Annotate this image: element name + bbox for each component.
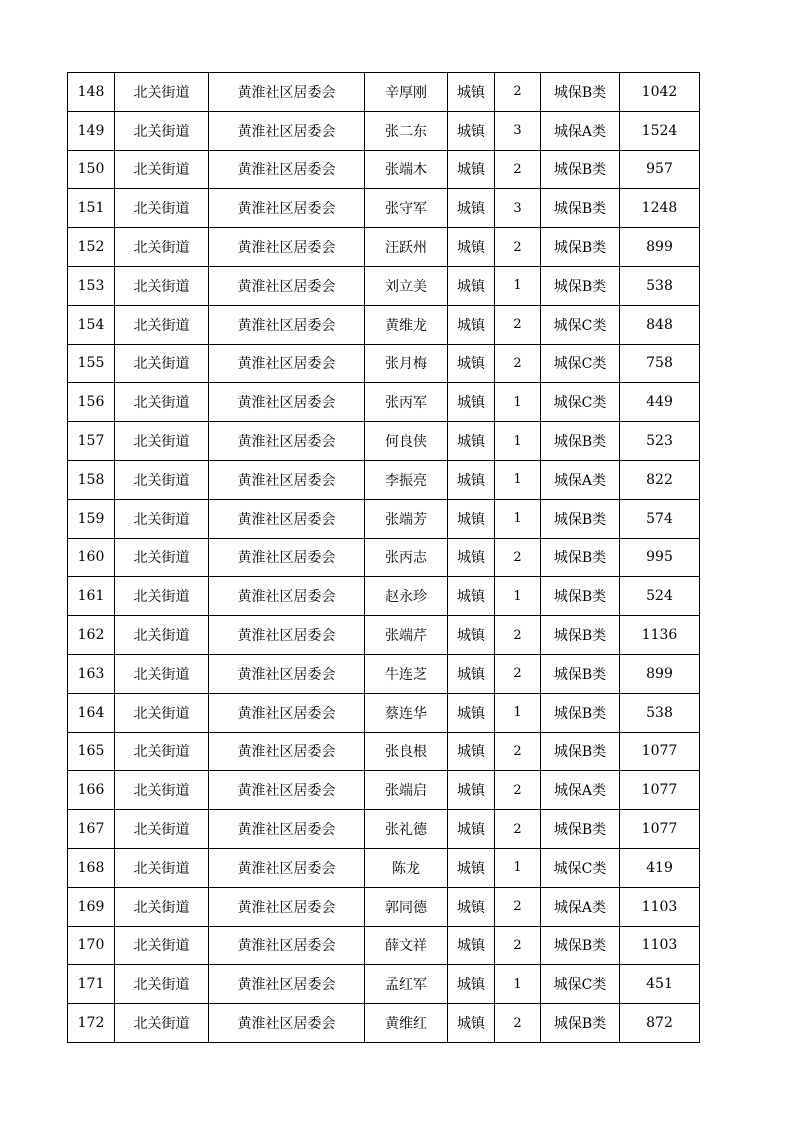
row-number-cell: 150 [68, 150, 115, 189]
row-number-cell: 161 [68, 577, 115, 616]
assistance-class-cell: 城保B类 [541, 654, 620, 693]
subdistrict-cell: 北关街道 [115, 305, 209, 344]
household-size-cell: 3 [495, 111, 541, 150]
household-head-cell: 张丙军 [365, 383, 448, 422]
community-cell: 黄淮社区居委会 [209, 383, 365, 422]
row-number-cell: 148 [68, 73, 115, 112]
table-row [68, 654, 700, 693]
household-size-cell: 1 [495, 266, 541, 305]
household-size-cell: 2 [495, 810, 541, 849]
residence-type-cell: 城镇 [448, 228, 495, 267]
residence-type-cell: 城镇 [448, 344, 495, 383]
community-cell: 黄淮社区居委会 [209, 771, 365, 810]
household-head-cell: 张良根 [365, 732, 448, 771]
subdistrict-cell: 北关街道 [115, 422, 209, 461]
amount-cell: 1077 [620, 810, 700, 849]
residence-type-cell: 城镇 [448, 965, 495, 1004]
household-head-cell: 孟红军 [365, 965, 448, 1004]
table-row [68, 1004, 700, 1043]
subdistrict-cell: 北关街道 [115, 111, 209, 150]
community-cell: 黄淮社区居委会 [209, 926, 365, 965]
subdistrict-cell: 北关街道 [115, 228, 209, 267]
assistance-class-cell: 城保B类 [541, 266, 620, 305]
community-cell: 黄淮社区居委会 [209, 73, 365, 112]
table-row [68, 344, 700, 383]
community-cell: 黄淮社区居委会 [209, 422, 365, 461]
subdistrict-cell: 北关街道 [115, 732, 209, 771]
table-row [68, 616, 700, 655]
row-number-cell: 159 [68, 499, 115, 538]
subdistrict-cell: 北关街道 [115, 460, 209, 499]
table-row [68, 383, 700, 422]
assistance-class-cell: 城保A类 [541, 771, 620, 810]
subdistrict-cell: 北关街道 [115, 577, 209, 616]
subdistrict-cell: 北关街道 [115, 266, 209, 305]
household-head-cell: 何良侠 [365, 422, 448, 461]
residence-type-cell: 城镇 [448, 73, 495, 112]
row-number-cell: 165 [68, 732, 115, 771]
amount-cell: 899 [620, 228, 700, 267]
residence-type-cell: 城镇 [448, 887, 495, 926]
subdistrict-cell: 北关街道 [115, 73, 209, 112]
table-row [68, 887, 700, 926]
assistance-class-cell: 城保B类 [541, 150, 620, 189]
household-head-cell: 张丙志 [365, 538, 448, 577]
row-number-cell: 149 [68, 111, 115, 150]
row-number-cell: 166 [68, 771, 115, 810]
household-size-cell: 1 [495, 693, 541, 732]
household-size-cell: 1 [495, 422, 541, 461]
table-row [68, 266, 700, 305]
relief-roster-table [67, 72, 700, 1043]
household-size-cell: 2 [495, 732, 541, 771]
subdistrict-cell: 北关街道 [115, 693, 209, 732]
table-row [68, 732, 700, 771]
community-cell: 黄淮社区居委会 [209, 965, 365, 1004]
row-number-cell: 151 [68, 189, 115, 228]
amount-cell: 1042 [620, 73, 700, 112]
amount-cell: 1103 [620, 887, 700, 926]
row-number-cell: 156 [68, 383, 115, 422]
row-number-cell: 169 [68, 887, 115, 926]
household-head-cell: 汪跃州 [365, 228, 448, 267]
residence-type-cell: 城镇 [448, 422, 495, 461]
amount-cell: 523 [620, 422, 700, 461]
assistance-class-cell: 城保C类 [541, 383, 620, 422]
row-number-cell: 162 [68, 616, 115, 655]
community-cell: 黄淮社区居委会 [209, 693, 365, 732]
assistance-class-cell: 城保B类 [541, 693, 620, 732]
residence-type-cell: 城镇 [448, 305, 495, 344]
assistance-class-cell: 城保B类 [541, 499, 620, 538]
residence-type-cell: 城镇 [448, 499, 495, 538]
household-size-cell: 2 [495, 150, 541, 189]
household-size-cell: 2 [495, 771, 541, 810]
household-head-cell: 李振亮 [365, 460, 448, 499]
household-size-cell: 2 [495, 926, 541, 965]
household-head-cell: 郭同德 [365, 887, 448, 926]
household-size-cell: 3 [495, 189, 541, 228]
amount-cell: 574 [620, 499, 700, 538]
household-size-cell: 1 [495, 499, 541, 538]
household-size-cell: 1 [495, 965, 541, 1004]
community-cell: 黄淮社区居委会 [209, 616, 365, 655]
table-row [68, 771, 700, 810]
residence-type-cell: 城镇 [448, 810, 495, 849]
row-number-cell: 172 [68, 1004, 115, 1043]
household-size-cell: 1 [495, 460, 541, 499]
table-row [68, 460, 700, 499]
assistance-class-cell: 城保B类 [541, 422, 620, 461]
amount-cell: 538 [620, 693, 700, 732]
household-head-cell: 张礼德 [365, 810, 448, 849]
household-head-cell: 辛厚刚 [365, 73, 448, 112]
amount-cell: 451 [620, 965, 700, 1004]
assistance-class-cell: 城保B类 [541, 1004, 620, 1043]
residence-type-cell: 城镇 [448, 150, 495, 189]
residence-type-cell: 城镇 [448, 693, 495, 732]
community-cell: 黄淮社区居委会 [209, 732, 365, 771]
residence-type-cell: 城镇 [448, 654, 495, 693]
row-number-cell: 170 [68, 926, 115, 965]
row-number-cell: 158 [68, 460, 115, 499]
amount-cell: 1077 [620, 771, 700, 810]
subdistrict-cell: 北关街道 [115, 616, 209, 655]
household-head-cell: 张月梅 [365, 344, 448, 383]
amount-cell: 1248 [620, 189, 700, 228]
community-cell: 黄淮社区居委会 [209, 810, 365, 849]
table-row [68, 422, 700, 461]
assistance-class-cell: 城保B类 [541, 926, 620, 965]
subdistrict-cell: 北关街道 [115, 654, 209, 693]
table-row [68, 926, 700, 965]
amount-cell: 1524 [620, 111, 700, 150]
subdistrict-cell: 北关街道 [115, 383, 209, 422]
residence-type-cell: 城镇 [448, 383, 495, 422]
household-size-cell: 1 [495, 848, 541, 887]
subdistrict-cell: 北关街道 [115, 499, 209, 538]
amount-cell: 758 [620, 344, 700, 383]
community-cell: 黄淮社区居委会 [209, 654, 365, 693]
subdistrict-cell: 北关街道 [115, 965, 209, 1004]
community-cell: 黄淮社区居委会 [209, 344, 365, 383]
residence-type-cell: 城镇 [448, 460, 495, 499]
household-head-cell: 赵永珍 [365, 577, 448, 616]
assistance-class-cell: 城保B类 [541, 73, 620, 112]
community-cell: 黄淮社区居委会 [209, 460, 365, 499]
subdistrict-cell: 北关街道 [115, 848, 209, 887]
subdistrict-cell: 北关街道 [115, 887, 209, 926]
community-cell: 黄淮社区居委会 [209, 189, 365, 228]
row-number-cell: 155 [68, 344, 115, 383]
amount-cell: 419 [620, 848, 700, 887]
household-size-cell: 2 [495, 73, 541, 112]
row-number-cell: 167 [68, 810, 115, 849]
residence-type-cell: 城镇 [448, 538, 495, 577]
community-cell: 黄淮社区居委会 [209, 150, 365, 189]
household-size-cell: 2 [495, 616, 541, 655]
community-cell: 黄淮社区居委会 [209, 266, 365, 305]
amount-cell: 1077 [620, 732, 700, 771]
amount-cell: 524 [620, 577, 700, 616]
row-number-cell: 168 [68, 848, 115, 887]
subdistrict-cell: 北关街道 [115, 771, 209, 810]
table-row [68, 150, 700, 189]
assistance-class-cell: 城保C类 [541, 344, 620, 383]
table-row [68, 111, 700, 150]
household-head-cell: 张端启 [365, 771, 448, 810]
household-size-cell: 2 [495, 887, 541, 926]
row-number-cell: 160 [68, 538, 115, 577]
household-size-cell: 2 [495, 305, 541, 344]
residence-type-cell: 城镇 [448, 189, 495, 228]
assistance-class-cell: 城保C类 [541, 305, 620, 344]
community-cell: 黄淮社区居委会 [209, 305, 365, 344]
table-body [68, 73, 700, 1043]
household-size-cell: 2 [495, 654, 541, 693]
amount-cell: 872 [620, 1004, 700, 1043]
community-cell: 黄淮社区居委会 [209, 111, 365, 150]
table-row [68, 693, 700, 732]
community-cell: 黄淮社区居委会 [209, 499, 365, 538]
assistance-class-cell: 城保B类 [541, 810, 620, 849]
household-size-cell: 1 [495, 577, 541, 616]
household-head-cell: 张二东 [365, 111, 448, 150]
amount-cell: 822 [620, 460, 700, 499]
assistance-class-cell: 城保C类 [541, 965, 620, 1004]
residence-type-cell: 城镇 [448, 616, 495, 655]
community-cell: 黄淮社区居委会 [209, 848, 365, 887]
amount-cell: 899 [620, 654, 700, 693]
community-cell: 黄淮社区居委会 [209, 228, 365, 267]
table-row [68, 848, 700, 887]
assistance-class-cell: 城保A类 [541, 460, 620, 499]
table-row [68, 228, 700, 267]
household-head-cell: 黄维龙 [365, 305, 448, 344]
assistance-class-cell: 城保C类 [541, 848, 620, 887]
assistance-class-cell: 城保B类 [541, 189, 620, 228]
household-size-cell: 1 [495, 383, 541, 422]
assistance-class-cell: 城保B类 [541, 732, 620, 771]
community-cell: 黄淮社区居委会 [209, 1004, 365, 1043]
assistance-class-cell: 城保A类 [541, 887, 620, 926]
household-head-cell: 张守军 [365, 189, 448, 228]
subdistrict-cell: 北关街道 [115, 810, 209, 849]
household-head-cell: 牛连芝 [365, 654, 448, 693]
row-number-cell: 153 [68, 266, 115, 305]
household-size-cell: 2 [495, 228, 541, 267]
household-head-cell: 陈龙 [365, 848, 448, 887]
subdistrict-cell: 北关街道 [115, 189, 209, 228]
row-number-cell: 152 [68, 228, 115, 267]
row-number-cell: 154 [68, 305, 115, 344]
community-cell: 黄淮社区居委会 [209, 887, 365, 926]
residence-type-cell: 城镇 [448, 577, 495, 616]
amount-cell: 848 [620, 305, 700, 344]
household-size-cell: 2 [495, 1004, 541, 1043]
subdistrict-cell: 北关街道 [115, 1004, 209, 1043]
community-cell: 黄淮社区居委会 [209, 577, 365, 616]
table-row [68, 305, 700, 344]
amount-cell: 538 [620, 266, 700, 305]
assistance-class-cell: 城保A类 [541, 111, 620, 150]
row-number-cell: 164 [68, 693, 115, 732]
table-row [68, 189, 700, 228]
amount-cell: 449 [620, 383, 700, 422]
subdistrict-cell: 北关街道 [115, 538, 209, 577]
table-row [68, 538, 700, 577]
household-head-cell: 张端芹 [365, 616, 448, 655]
table-row [68, 73, 700, 112]
household-head-cell: 张端木 [365, 150, 448, 189]
subdistrict-cell: 北关街道 [115, 150, 209, 189]
amount-cell: 957 [620, 150, 700, 189]
household-head-cell: 蔡连华 [365, 693, 448, 732]
household-head-cell: 张端芳 [365, 499, 448, 538]
community-cell: 黄淮社区居委会 [209, 538, 365, 577]
table-row [68, 499, 700, 538]
row-number-cell: 163 [68, 654, 115, 693]
household-head-cell: 薛文祥 [365, 926, 448, 965]
table-row [68, 577, 700, 616]
table-row [68, 965, 700, 1004]
subdistrict-cell: 北关街道 [115, 344, 209, 383]
household-head-cell: 刘立美 [365, 266, 448, 305]
residence-type-cell: 城镇 [448, 926, 495, 965]
row-number-cell: 157 [68, 422, 115, 461]
assistance-class-cell: 城保B类 [541, 616, 620, 655]
residence-type-cell: 城镇 [448, 1004, 495, 1043]
residence-type-cell: 城镇 [448, 266, 495, 305]
residence-type-cell: 城镇 [448, 732, 495, 771]
table-row [68, 810, 700, 849]
assistance-class-cell: 城保B类 [541, 538, 620, 577]
subdistrict-cell: 北关街道 [115, 926, 209, 965]
residence-type-cell: 城镇 [448, 771, 495, 810]
assistance-class-cell: 城保B类 [541, 577, 620, 616]
household-size-cell: 2 [495, 344, 541, 383]
residence-type-cell: 城镇 [448, 848, 495, 887]
residence-type-cell: 城镇 [448, 111, 495, 150]
row-number-cell: 171 [68, 965, 115, 1004]
assistance-class-cell: 城保B类 [541, 228, 620, 267]
household-size-cell: 2 [495, 538, 541, 577]
household-head-cell: 黄维红 [365, 1004, 448, 1043]
amount-cell: 1136 [620, 616, 700, 655]
amount-cell: 1103 [620, 926, 700, 965]
amount-cell: 995 [620, 538, 700, 577]
